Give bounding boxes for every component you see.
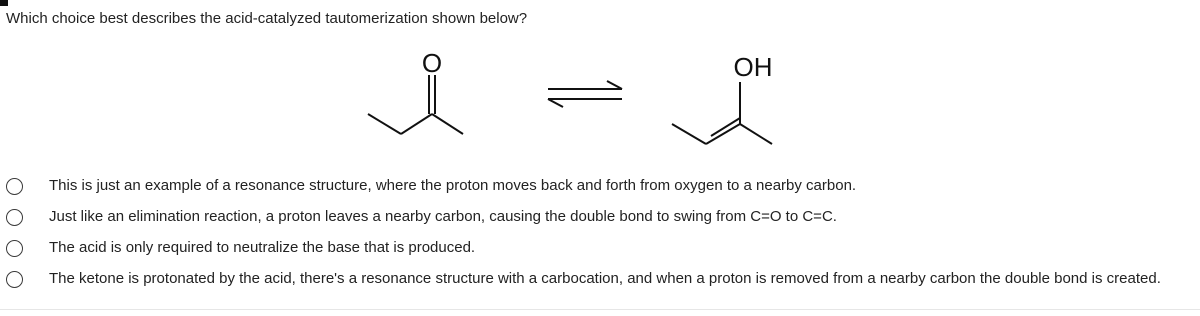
radio-button[interactable] — [6, 271, 23, 288]
ketone-structure — [368, 48, 463, 134]
question-text: Which choice best describes the acid-catalyzed tautomerization shown below? — [6, 10, 528, 27]
answer-option-label: Just like an elimination reaction, a proton leaves a nearby carbon, causing the double bond to swing from C=O to C=C. — [49, 208, 837, 225]
radio-button[interactable] — [6, 178, 23, 195]
radio-button[interactable] — [6, 209, 23, 226]
enol-structure — [672, 52, 773, 144]
answer-option-2[interactable] — [0, 202, 1200, 232]
equilibrium-arrow-icon — [548, 81, 622, 107]
divider — [0, 309, 1200, 310]
corner-marker — [0, 0, 8, 6]
tautomerization-figure — [360, 42, 840, 162]
answer-option-label: The ketone is protonated by the acid, there's a resonance structure with a carbocation, and when a proton is removed from a nearby carbon the double bond is created. — [49, 270, 1161, 287]
ketone-oxygen-label: O — [421, 48, 443, 78]
answer-option-label: This is just an example of a resonance structure, where the proton moves back and forth from oxygen to a nearby carbon. — [49, 177, 857, 194]
enol-hydroxyl-label: OH — [733, 52, 773, 82]
answer-option-label: The acid is only required to neutralize the base that is produced. — [49, 239, 476, 256]
answer-option-4[interactable] — [0, 264, 1200, 294]
radio-button[interactable] — [6, 240, 23, 257]
answer-option-1[interactable] — [0, 171, 1200, 201]
answer-option-3[interactable] — [0, 233, 1200, 263]
